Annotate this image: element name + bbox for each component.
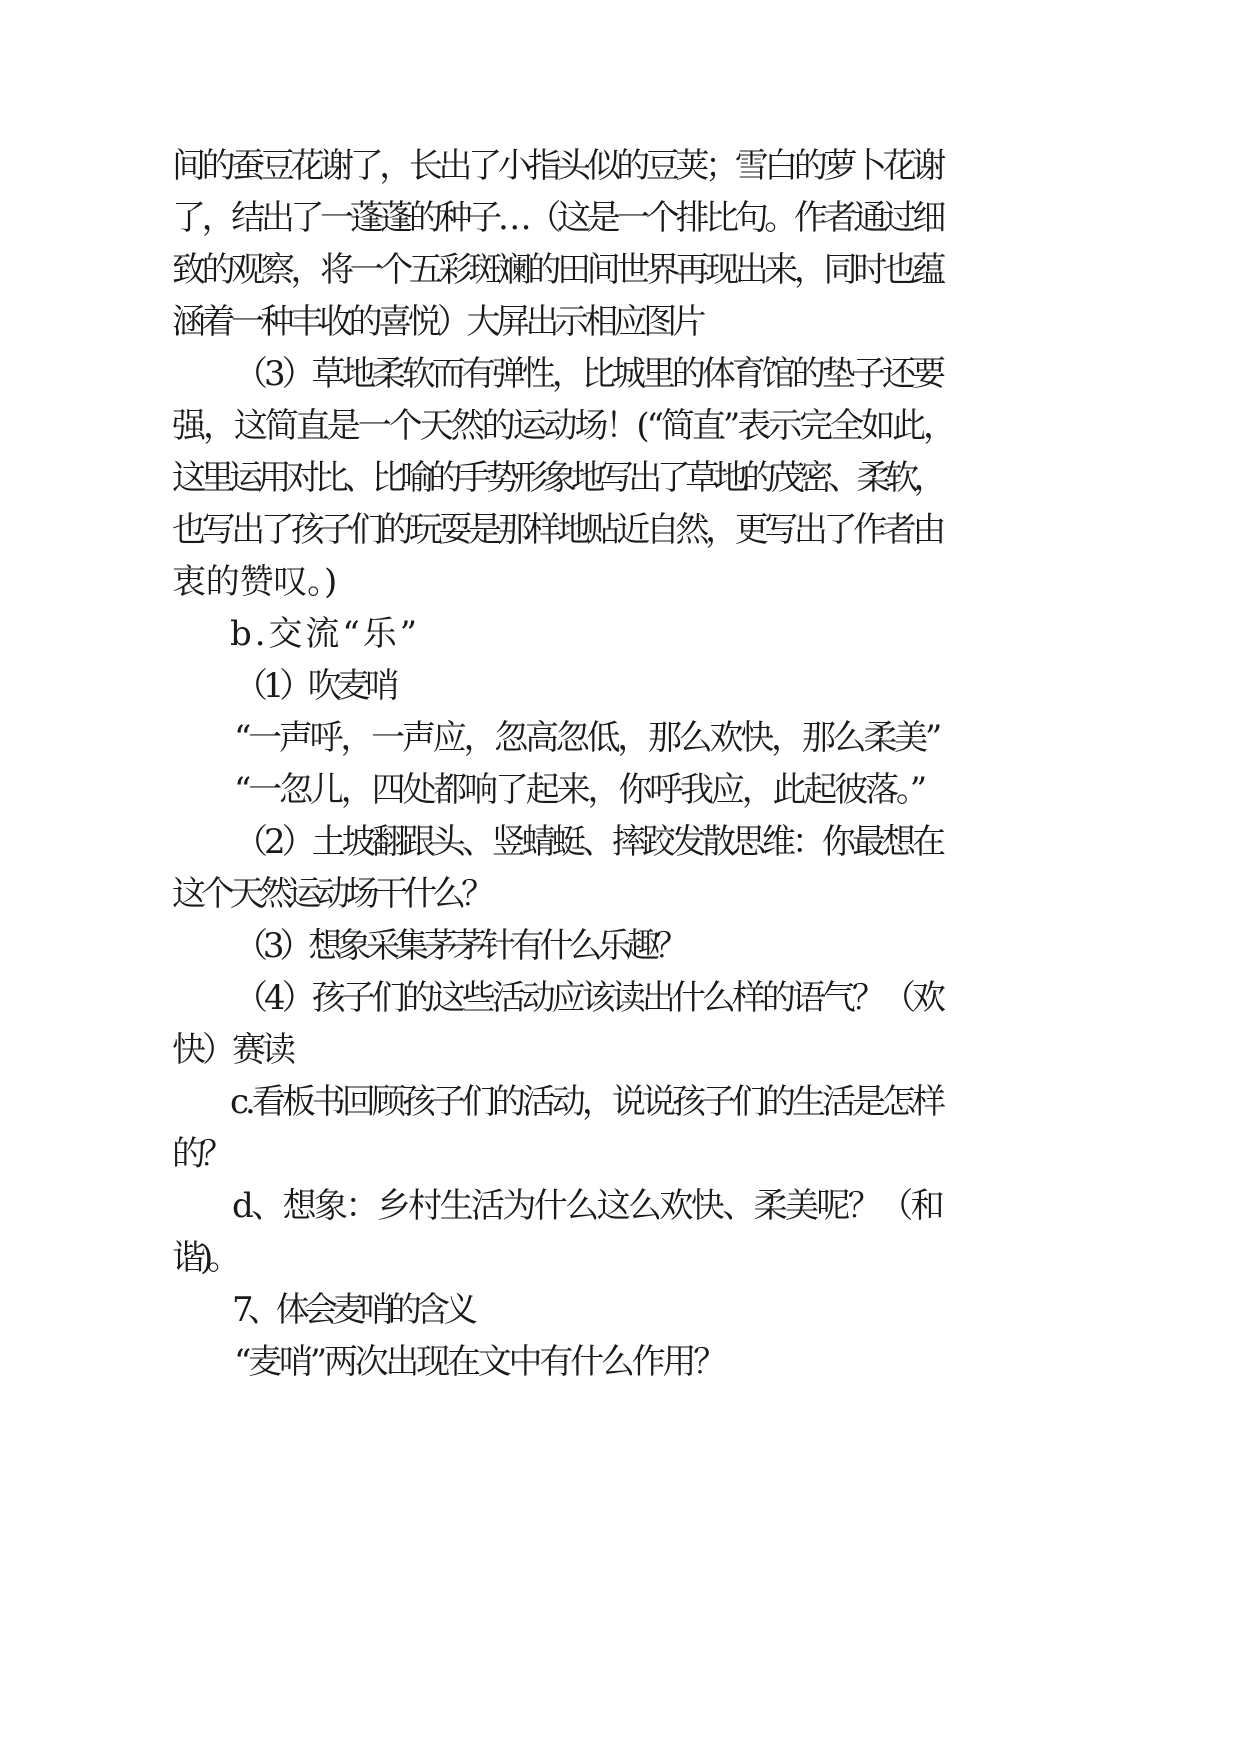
text-line: （3）草地柔软而有弹性，比城里的体育馆的垫子还要 — [234, 354, 942, 394]
text-line: 也写出了孩子们的玩耍是那样地贴近自然，更写出了作者由 — [172, 510, 942, 550]
text-line: （2）土坡翻跟头、竖蜻蜓、摔跤发散思维：你最想在 — [234, 822, 942, 862]
text-line: 间的蚕豆花谢了，长出了小指头似的豆荚；雪白的萝卜花谢 — [172, 146, 942, 186]
text-line: 这里运用对比、比喻的手势形象地写出了草地的茂密、柔软， — [172, 458, 942, 498]
text-line: “麦哨”两次出现在文中有什么作用？ — [234, 1342, 724, 1382]
text-line: 强，这简直是一个天然的运动场！(“简直”表示完全如此， — [172, 406, 954, 446]
text-line: 7、体会麦哨的含义 — [232, 1290, 472, 1330]
text-line: b.交流“乐” — [230, 614, 420, 654]
text-line: c.看板书回顾孩子们的活动，说说孩子们的生活是怎样 — [230, 1082, 942, 1122]
text-line: 致的观察，将一个五彩斑斓的田间世界再现出来，同时也蕴 — [172, 250, 942, 290]
text-line: 的？ — [172, 1134, 228, 1174]
text-line: 这个天然运动场干什么？ — [172, 874, 490, 914]
text-line: 衷的赞叹。) — [172, 562, 337, 602]
text-line: “一忽儿，四处都响了起来，你呼我应，此起彼落。” — [234, 770, 924, 810]
text-line: 快）赛读 — [172, 1030, 292, 1070]
text-line: （1）吹麦哨 — [234, 666, 394, 706]
text-line: 涵着一种丰收的喜悦）大屏出示相应图片 — [172, 302, 702, 342]
text-line: 了，结出了一蓬蓬的种子…（这是一个排比句。作者通过细 — [172, 198, 942, 238]
text-line: （4）孩子们的这些活动应该读出什么样的语气？（欢 — [234, 978, 942, 1018]
text-line: “一声呼，一声应，忽高忽低，那么欢快，那么柔美” — [234, 718, 939, 758]
text-line: 谐)。 — [172, 1238, 236, 1278]
text-line: d、想象：乡村生活为什么这么欢快、柔美呢？（和 — [232, 1186, 942, 1226]
text-line: （3）想象采集茅茅针有什么乐趣？ — [234, 926, 684, 966]
